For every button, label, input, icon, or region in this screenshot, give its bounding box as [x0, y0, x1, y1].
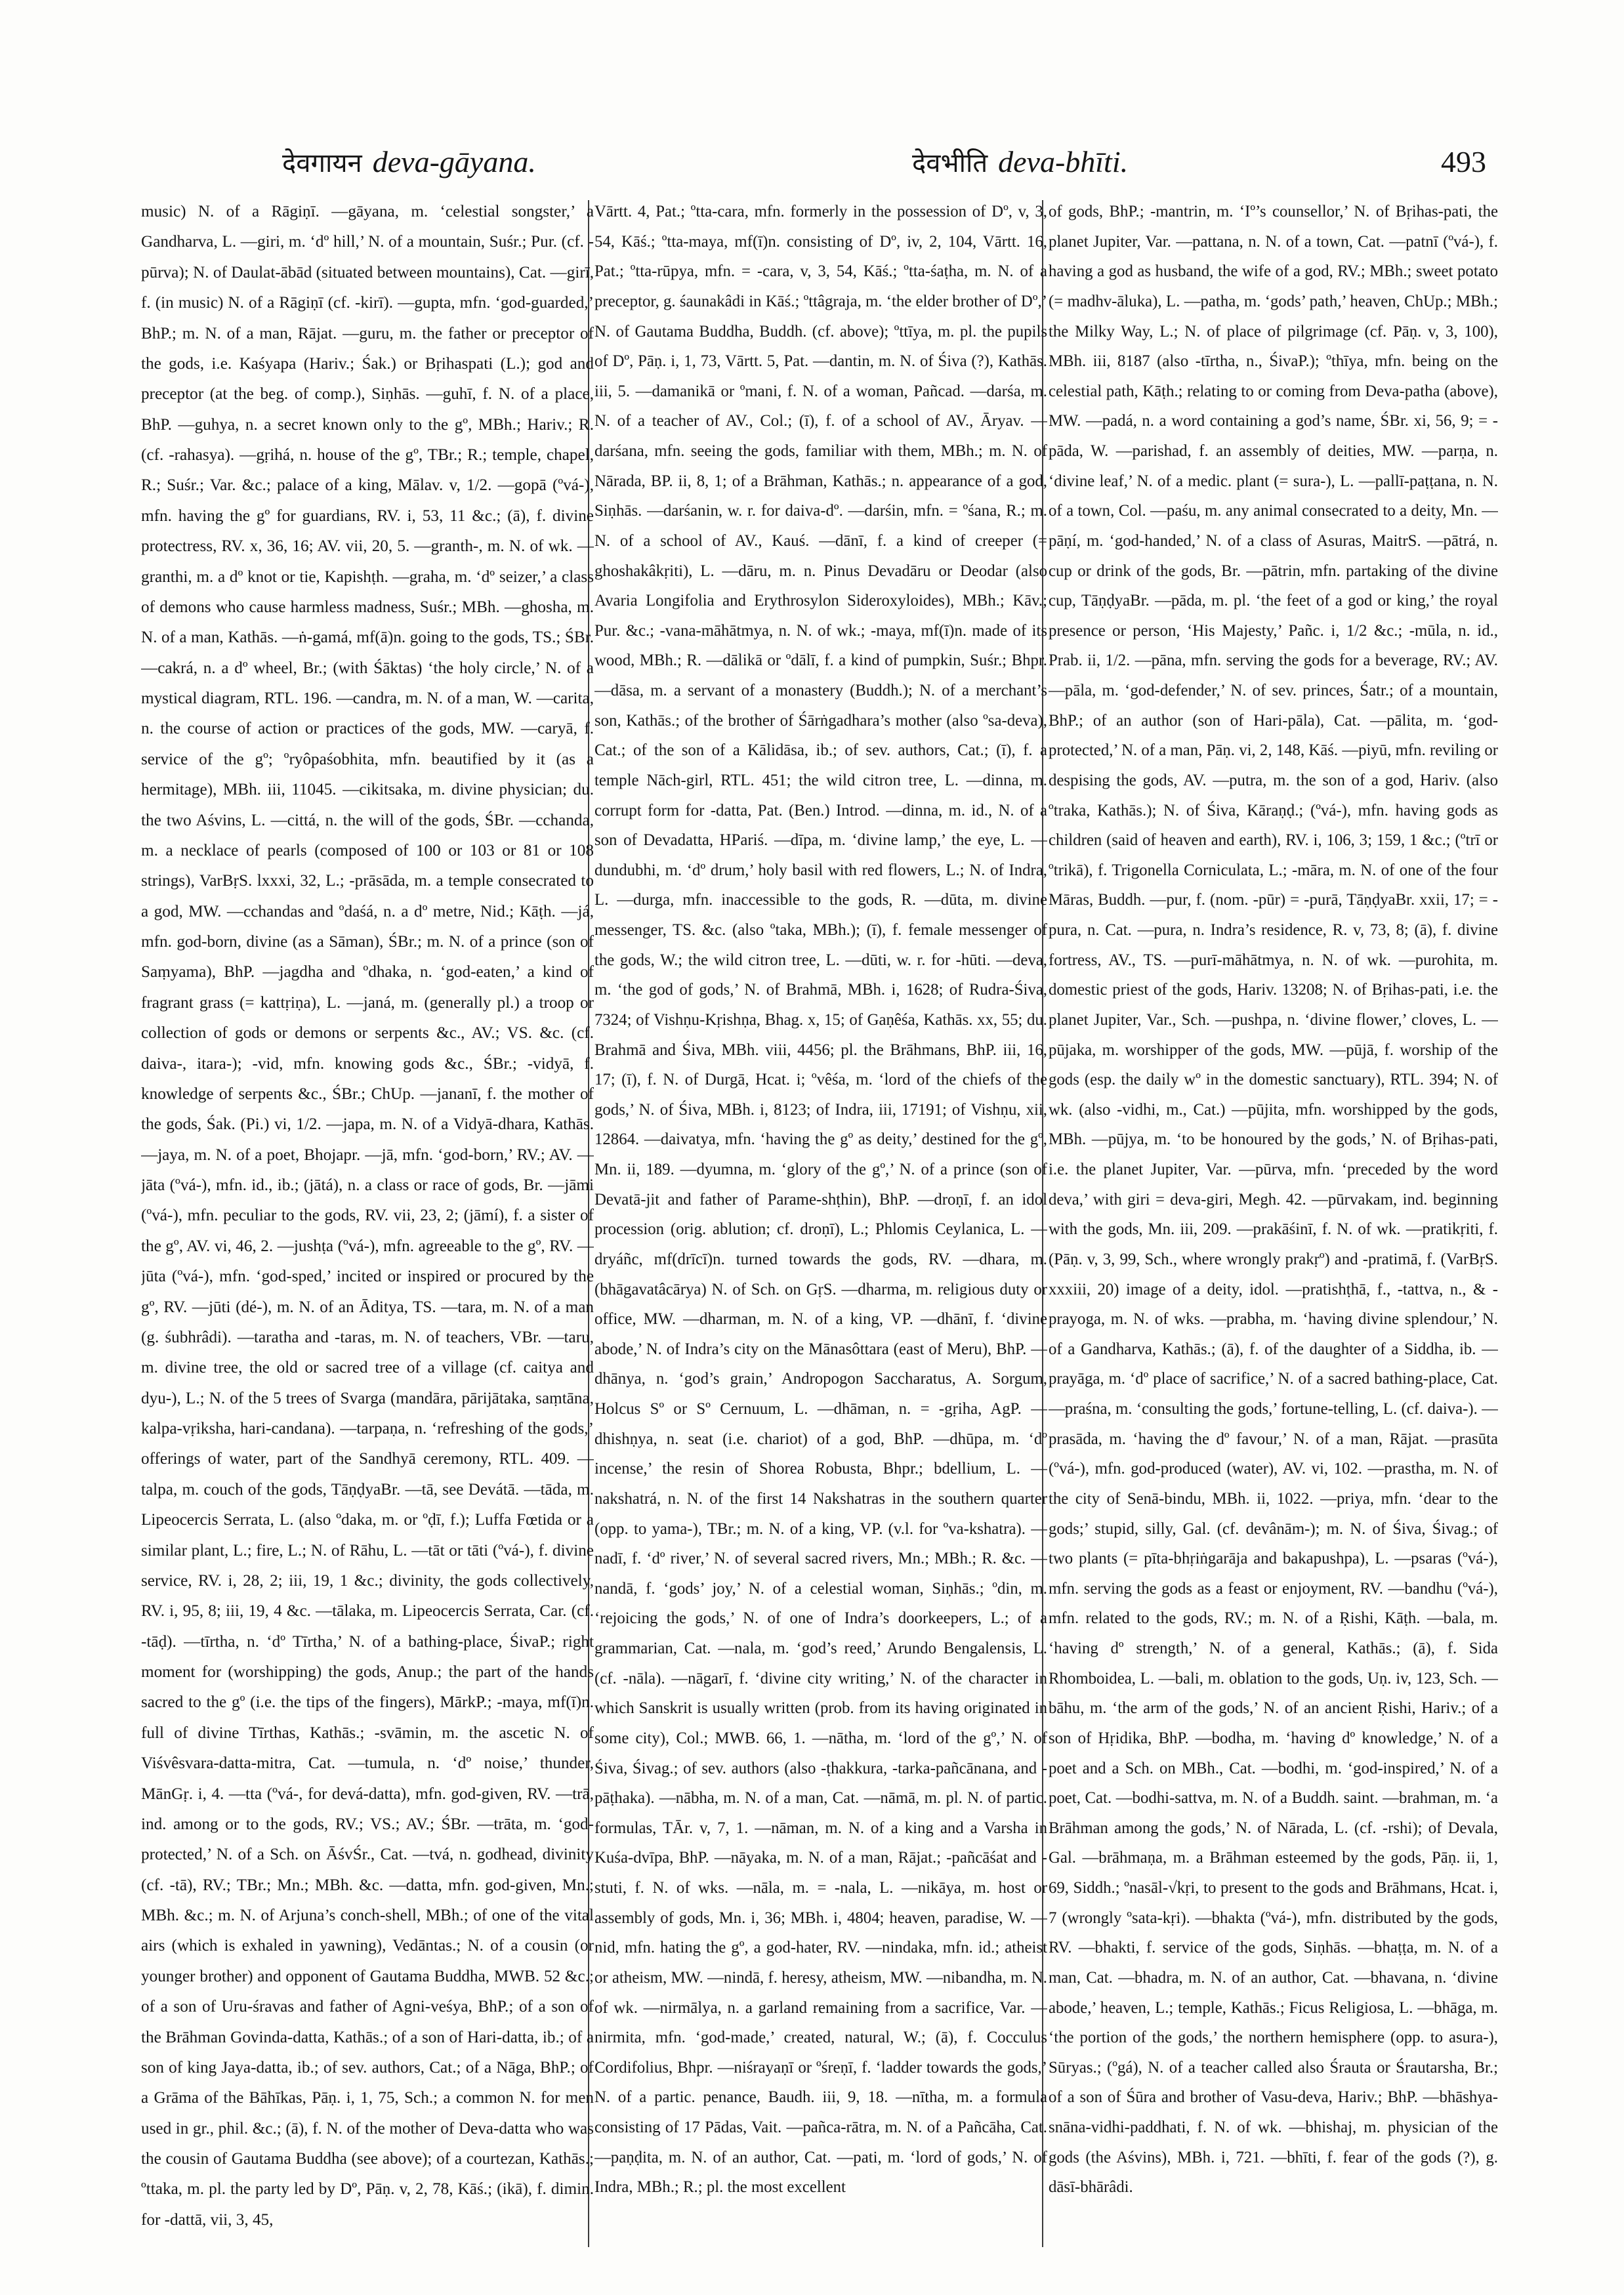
headword-left-devanagari: देवगायन [282, 148, 362, 178]
headword-left-latin: deva-gāyana. [372, 145, 536, 178]
column-3-text: of gods, BhP.; -mantrin, m. ‘Iº’s counsellor,’ N. of Bṛihas-pati, the planet Jupiter, Var. —pattana, n. N. of a town, Cat. —patnī (ºvá-), f. having a god as husband, the wife of a god, RV.; MBh.; sweet potato (= madhv-āluka), L. —patha, m. ‘gods’ path,’ heaven, ChUp.; MBh.; the Milky Way, L.; N. of place of pilgrimage (cf. Pāṇ. v, 3, 100), MBh. iii, 8187 (also -tīrtha, n., ŚivaP.); ºthīya, mfn. being on the celestial path, Kāṭh.; relating to or coming from Deva-patha (above), MW. —padá, n. a word containing a god’s name, ŚBr. xi, 56, 9; = -pāda, W. —parishad, f. an assembly of deities, MW. —parṇa, n. ‘divine leaf,’ N. of a medic. plant (= sura-), L. —pallī-paṭṭana, n. N. of a town, Col. —paśu, m. any animal consecrated to a deity, Mn. —pāṇí, m. ‘god-handed,’ N. of a class of Asuras, MaitrS. —pātrá, n. cup or drink of the gods, Br. —pātrin, mfn. partaking of the divine cup, TāṇḍyaBr. —pāda, m. pl. ‘the feet of a god or king,’ the royal presence or person, ‘His Majesty,’ Pañc. i, 1/2 &c.; -mūla, n. id., Prab. ii, 1/2. —pāna, mfn. serving the gods for a beverage, RV.; AV. —pāla, m. ‘god-defender,’ N. of sev. princes, Śatr.; of a mountain, BhP.; of an author (son of Hari-pāla), Cat. —pālita, m. ‘god-protected,’ N. of a man, Pāṇ. vi, 2, 148, Kāś. —piyū, mfn. reviling or despising the gods, AV. —putra, m. the son of a god, Hariv. (also ºtraka, Kathās.); N. of Śiva, Kāraṇḍ.; (ºvá-), mfn. having gods as children (said of heaven and earth), RV. i, 106, 3; 159, 1 &c.; (ºtrī or ºtrikā), f. Trigonella Corniculata, L.; -māra, m. N. of one of the four Māras, Buddh. —pur, f. (nom. -pūr) = -purā, TāṇḍyaBr. xxii, 17; = -pura, n. Cat. —pura, n. Indra’s residence, R. v, 73, 8; (ā), f. divine fortress, AV., TS. —purī-māhātmya, n. N. of wk. —purohita, m. domestic priest of the gods, Hariv. 13208; N. of Bṛihas-pati, i.e. the planet Jupiter, Var., Sch. —pushpa, n. ‘divine flower,’ cloves, L. —pūjaka, m. worshipper of the gods, MW. —pūjā, f. worship of the gods (esp. the daily wº in the domestic sanctuary), RTL. 394; N. of wk. (also -vidhi, m., Cat.) —pūjita, mfn. worshipped by the gods, MBh. —pūjya, m. ‘to be honoured by the gods,’ N. of Bṛihas-pati, i.e. the planet Jupiter, Var. —pūrva, mfn. ‘preceded by the word deva,’ with giri = deva-giri, Megh. 42. —pūrvakam, ind. beginning with the gods, Mn. iii, 209. —prakāśinī, f. N. of wk. —pratikṛiti, f. (Pāṇ. v, 3, 99, Sch., where wrongly prakṛº) and -pratimā, f. (VarBṛS. xxxiii, 20) image of a deity, idol. —pratishṭhā, f., -tattva, n., & -prayoga, m. N. of wks. —prabha, m. ‘having divine splendour,’ N. of a Gandharva, Kathās.; (ā), f. of the daughter of a Siddha, ib. —prayāga, m. ‘dº place of sacrifice,’ N. of a sacred bathing-place, Cat. —praśna, m. ‘consulting the gods,’ fortune-telling, L. (cf. daiva-). —prasāda, m. ‘having the dº favour,’ N. of a man, Rājat. —prasūta (ºvá-), mfn. god-produced (water), AV. vi, 102. —prastha, m. N. of the city of Senā-bindu, MBh. ii, 1022. —priya, mfn. ‘dear to the gods;’ stupid, silly, Gal. (cf. devânām-); m. N. of Śiva, Śivag.; of two plants (= pīta-bhṛiṅgarāja and bakapushpa), L. —psaras (ºvá-), mfn. serving the gods as a feast or enjoyment, RV. —bandhu (ºvá-), mfn. related to the gods, RV.; m. N. of a Ṛishi, Kāṭh. —bala, m. ‘having dº strength,’ N. of a general, Kathās.; (ā), f. Sida Rhomboidea, L. —bali, m. oblation to the gods, Uṇ. iv, 123, Sch. —bāhu, m. ‘the arm of the gods,’ N. of an ancient Ṛishi, Hariv.; of a son of Hṛidika, BhP. —bodha, m. ‘having dº knowledge,’ N. of a poet and a Sch. on MBh., Cat. —bodhi, m. ‘god-inspired,’ N. of a poet, Cat. —bodhi-sattva, m. N. of a Buddh. saint. —brahman, m. ‘a Brāhman among the gods,’ N. of Nārada, L. (cf. -rshi); of Devala, Gal. —brāhmaṇa, m. a Brāhman esteemed by the gods, Pāṇ. ii, 1, 69, Siddh.; ºnasāl-√kṛi, to present to the gods and Brāhmans, Hcat. i, 7 (wrongly ºsata-kṛi). —bhakta (ºvá-), mfn. distributed by the gods, RV. —bhakti, f. service of the gods, Siṇhās. —bhaṭṭa, m. N. of a man, Cat. —bhadra, m. N. of an author, Cat. —bhavana, n. ‘divine abode,’ heaven, L.; temple, Kathās.; Ficus Religiosa, L. —bhāga, m. ‘the portion of the gods,’ the northern hemisphere (opp. to asura-), Sūryas.; (ºgá), N. of a teacher called also Śrauta or Śrautarsha, Br.; of a son of Śūra and brother of Vasu-deva, Hariv.; BhP. —bhāshya-snāna-vidhi-paddhati, f. N. of wk. —bhishaj, m. physician of the gods (the Aśvins), MBh. i, 721. —bhīti, f. fear of the gods (?), g. dāsī-bhārâdi. [1049, 203, 1498, 2197]
column-3 [1049, 197, 1498, 2250]
column-1 [141, 197, 594, 2250]
column-2 [594, 197, 1047, 2250]
page-number: 493 [1441, 145, 1486, 178]
column-1-text: music) N. of a Rāgiṇī. —gāyana, m. ‘celestial songster,’ a Gandharva, L. —giri, m. ‘dº hill,’ N. of a mountain, Suśr.; Pur. (cf. -pūrva); N. of Daulat-ābād (situated between mountains), Cat. —girī, f. (in music) N. of a Rāgiṇī (cf. -kirī). —gupta, mfn. ‘god-guarded,’ BhP.; m. N. of a man, Rājat. —guru, m. the father or preceptor of the gods, i.e. Kaśyapa (Hariv.; Śak.) or Bṛihaspati (L.); god and preceptor (at the beg. of comp.), Siṇhās. —guhī, f. N. of a place, BhP. —guhya, n. a secret known only to the gº, MBh.; Hariv.; R. (cf. -rahasya). —gṛihá, n. house of the gº, TBr.; R.; temple, chapel, R.; Suśr.; Var. &c.; palace of a king, Mālav. v, 1/2. —gopā (ºvá-), mfn. having the gº for guardians, RV. i, 53, 11 &c.; (ā), f. divine protectress, RV. x, 36, 16; AV. vii, 20, 5. —granth-, m. N. of wk. —granthi, m. a dº knot or tie, Kapishṭh. —graha, m. ‘dº seizer,’ a class of demons who cause harmless madness, Suśr.; MBh. —ghosha, m. N. of a man, Kathās. —ṅ-gamá, mf(ā)n. going to the gods, TS.; ŚBr. —cakrá, n. a dº wheel, Br.; (with Śāktas) ‘the holy circle,’ N. of a mystical diagram, RTL. 196. —candra, m. N. of a man, W. —carita, n. the course of action or practices of the gods, MW. —caryā, f. service of the gº; ºryôpaśobhita, mfn. beautified by it (as a hermitage), MBh. iii, 11045. —cikitsaka, m. divine physician; du. the two Aśvins, L. —cittá, n. the will of the gods, ŚBr. —cchanda, m. a necklace of pearls (composed of 100 or 103 or 81 or 108 strings), VarBṛS. lxxxi, 32, L.; -prāsāda, m. a temple consecrated to a god, MW. —cchandas and ºdaśá, n. a dº metre, Nid.; Kāṭh. —já, mfn. god-born, divine (as a Sāman), ŚBr.; m. N. of a prince (son of Saṃyama), BhP. —jagdha and ºdhaka, n. ‘god-eaten,’ a kind of fragrant grass (= kattṛiṇa), L. —janá, m. (generally pl.) a troop or collection of gods or demons or serpents &c., AV.; VS. &c. (cf. daiva-, itara-); -vid, mfn. knowing gods &c., ŚBr.; -vidyā, f. knowledge of serpents &c., ŚBr.; ChUp. —jananī, f. the mother of the gods, Śak. (Pi.) vi, 1/2. —japa, m. N. of a Vidyā-dhara, Kathās. —jaya, m. N. of a poet, Bhojapr. —jā, mfn. ‘god-born,’ RV.; AV. —jāta (ºvá-), mfn. id., ib.; (jātá), n. a class or race of gods, Br. —jāmi (ºvá-), mfn. peculiar to the gods, RV. vii, 23, 2; (jāmí), f. a sister of the gº, AV. vi, 46, 2. —jushṭa (ºvá-), mfn. agreeable to the gº, RV. —jūta (ºvá-), mfn. ‘god-sped,’ incited or inspired or procured by the gº, RV. —jūti (dé-), m. N. of an Āditya, TS. —tara, m. N. of a man (g. śubhrâdi). —taratha and -taras, m. N. of teachers, VBr. —taru, m. divine tree, the old or sacred tree of a village (cf. caitya and dyu-), L.; N. of the 5 trees of Svarga (mandāra, pārijātaka, saṃtāna, kalpa-vṛiksha, hari-candana). —tarpaṇa, n. ‘refreshing of the gods,’ offerings of water, part of the Sandhyā ceremony, RTL. 409. —talpa, m. couch of the gods, TāṇḍyaBr. —tā, see Devátā. —tāda, m. Lipeocercis Serrata, L. (also ºdaka, m. or ºḍī, f.); Luffa Fœtida or a similar plant, L.; fire, L.; N. of Rāhu, L. —tāt or tāti (ºvá-), f. divine service, RV. i, 28, 2; iii, 19, 1 &c.; divinity, the gods collectively, RV. i, 95, 8; iii, 19, 4 &c. —tālaka, m. Lipeocercis Serrata, Car. (cf. -tāḍ). —tīrtha, n. ‘dº Tīrtha,’ N. of a bathing-place, ŚivaP.; right moment for (worshipping) the gods, Anup.; the part of the hands sacred to the gº (i.e. the tips of the fingers), MārkP.; -maya, mf(ī)n. full of divine Tīrthas, Kathās.; -svāmin, m. the ascetic N. of Viśvêsvara-datta-mitra, Cat. —tumula, n. ‘dº noise,’ thunder, MānGṛ. i, 4. —tta (ºvá-, for devá-datta), mfn. god-given, RV. —trā, ind. among or to the gods, RV.; VS.; AV.; ŚBr. —trāta, m. ‘god-protected,’ N. of a Sch. on ĀśvŚr., Cat. —tvá, n. godhead, divinity (cf. -tā), RV.; TBr.; Mn.; MBh. &c. —datta, mfn. god-given, Mn.; MBh. &c.; m. N. of Arjuna’s conch-shell, MBh.; of one of the vital airs (which is exhaled in yawning), Vedāntas.; N. of a cousin (or younger brother) and opponent of Gautama Buddha, MWB. 52 &c.; of a son of Uru-śravas and father of Agni-veśya, BhP.; of a son of the Brāhman Govinda-datta, Kathās.; of a son of Hari-datta, ib.; of a son of king Jaya-datta, ib.; of sev. authors, Cat.; of a Nāga, BhP.; of a Grāma of the Bāhīkas, Pāṇ. i, 1, 75, Sch.; a common N. for men used in gr., phil. &c.; (ā), f. N. of the mother of Deva-datta who was the cousin of Gautama Buddha (see above); of a courtezan, Kathās.; ºttaka, m. pl. the party led by Dº, Pāṇ. v, 2, 78, Kāś.; (ikā), f. dimin. for -dattā, vii, 3, 45, [141, 203, 594, 2229]
running-head-left [282, 139, 536, 185]
running-head-center [912, 139, 1128, 185]
headword-right-devanagari: देवभीति [912, 148, 988, 178]
column-2-text: Vārtt. 4, Pat.; ºtta-cara, mfn. formerly in the possession of Dº, v, 3, 54, Kāś.; ºtta-maya, mf(ī)n. consisting of Dº, iv, 2, 104, Vārtt. 16, Pat.; ºtta-rūpya, mfn. = -cara, v, 3, 54, Kāś.; ºtta-śaṭha, m. N. of a preceptor, g. śaunakâdi in Kāś.; ºttâgraja, m. ‘the elder brother of Dº,’ N. of Gautama Buddha, Buddh. (cf. above); ºttīya, m. pl. the pupils of Dº, Pāṇ. i, 1, 73, Vārtt. 5, Pat. —dantin, m. N. of Śiva (?), Kathās. iii, 5. —damanikā or ºmani, f. N. of a woman, Pañcad. —darśa, m. N. of a teacher of AV., Col.; (ī), f. of a school of AV., Āryav. —darśana, mfn. seeing the gods, familiar with them, MBh.; m. N. of Nārada, BP. ii, 8, 1; of a Brāhman, Kathās.; n. appearance of a god, Siṇhās. —darśanin, w. r. for daiva-dº. —darśin, mfn. = ºśana, R.; m. N. of a school of AV., Kauś. —dānī, f. a kind of creeper (= ghoshakâkṛiti), L. —dāru, m. n. Pinus Devadāru or Deodar (also Avaria Longifolia and Erythrosylon Sideroxyloides), MBh.; Kāv.; Pur. &c.; -vana-māhātmya, n. N. of wk.; -maya, mf(ī)n. made of its wood, MBh.; R. —dālikā or ºdālī, f. a kind of pumpkin, Suśr.; Bhpr. —dāsa, m. a servant of a monastery (Buddh.); N. of a merchant’s son, Kathās.; of the brother of Śārṅgadhara’s mother (also ºsa-deva), Cat.; of the son of a Kālidāsa, ib.; of sev. authors, Cat.; (ī), f. a temple Nāch-girl, RTL. 451; the wild citron tree, L. —dinna, m. corrupt form for -datta, Pat. (Ben.) Introd. —dinna, m. id., N. of a son of Devadatta, HPariś. —dīpa, m. ‘divine lamp,’ the eye, L. —dundubhi, m. ‘dº drum,’ holy basil with red flowers, L.; N. of Indra, L. —durga, mfn. inaccessible to the gods, R. —dūta, m. divine messenger, TS. &c. (also ºtaka, MBh.); (ī), f. female messenger of the gods, W.; the wild citron tree, L. —dūti, w. r. for -hūti. —deva, m. ‘the god of gods,’ N. of Brahmā, MBh. i, 1628; of Rudra-Śiva, 7324; of Vishṇu-Kṛishṇa, Bhag. x, 15; of Gaṇêśa, Kathās. xx, 55; du. Brahmā and Śiva, MBh. viii, 4456; pl. the Brāhmans, BhP. iii, 16, 17; (ī), f. N. of Durgā, Hcat. i; ºvêśa, m. ‘lord of the chiefs of the gods,’ N. of Śiva, MBh. i, 8123; of Indra, iii, 17191; of Vishṇu, xii, 12864. —daivatya, mfn. ‘having the gº as deity,’ destined for the gº, Mn. ii, 189. —dyumna, m. ‘glory of the gº,’ N. of a prince (son of Devatā-jit and father of Parame-shṭhin), BhP. —droṇī, f. an idol procession (orig. ablution; cf. droṇī), L.; Phlomis Ceylanica, L. —dryáñc, mf(drīcī)n. turned towards the gods, RV. —dhara, m. (bhāgavatâcārya) N. of Sch. on GṛS. —dharma, m. religious duty or office, MW. —dharman, m. N. of a king, VP. —dhānī, f. ‘divine abode,’ N. of Indra’s city on the Mānasôttara (east of Meru), BhP. —dhānya, n. ‘god’s grain,’ Andropogon Saccharatus, A. Sorgum, Holcus Sº or Sº Cernuum, L. —dhāman, n. = -gṛiha, AgP. —dhishṇya, n. seat (i.e. chariot) of a god, BhP. —dhūpa, m. ‘dº incense,’ the resin of Shorea Robusta, Bhpr.; bdellium, L. —nakshatrá, n. N. of the first 14 Nakshatras in the southern quarter (opp. to yama-), TBr.; m. N. of a king, VP. (v.l. for ºva-kshatra). —nadī, f. ‘dº river,’ N. of several sacred rivers, Mn.; MBh.; R. &c. —nandā, f. ‘gods’ joy,’ N. of a celestial woman, Siṇhās.; ºdin, m. ‘rejoicing the gods,’ N. of one of Indra’s doorkeepers, L.; of a grammarian, Cat. —nala, m. ‘god’s reed,’ Arundo Bengalensis, L. (cf. -nāla). —nāgarī, f. ‘divine city writing,’ N. of the character in which Sanskrit is usually written (prob. from its having originated in some city), Col.; MWB. 66, 1. —nātha, m. ‘lord of the gº,’ N. of Śiva, Śivag.; of sev. authors (also -ṭhakkura, -tarka-pañcānana, and -pāṭhaka). —nābha, m. N. of a man, Cat. —nāmā, m. pl. N. of partic. formulas, TĀr. v, 7, 1. —nāman, m. N. of a king and a Varsha in Kuśa-dvīpa, BhP. —nāyaka, m. N. of a man, Rājat.; -pañcāśat and -stuti, f. N. of wks. —nāla, m. = -nala, L. —nikāya, m. host or assembly of gods, Mn. i, 36; MBh. i, 4804; heaven, paradise, W. —nid, mfn. hating the gº, a god-hater, RV. —nindaka, mfn. id.; atheist or atheism, MW. —nindā, f. heresy, atheism, MW. —nibandha, m. N. of wk. —nirmālya, n. a garland remaining from a sacrifice, Var. —nirmita, mfn. ‘god-made,’ created, natural, W.; (ā), f. Cocculus Cordifolius, Bhpr. —niśrayaṇī or ºśreṇī, f. ‘ladder towards the gods,’ N. of a partic. penance, Baudh. iii, 9, 18. —nītha, m. a formula consisting of 17 Pādas, Vait. —pañca-rātra, m. N. of a Pañcāha, Cat. —paṇḍita, m. N. of an author, Cat. —pati, m. ‘lord of gods,’ N. of Indra, MBh.; R.; pl. the most excellent [594, 203, 1047, 2197]
headword-right-latin: deva-bhīti. [998, 145, 1129, 178]
